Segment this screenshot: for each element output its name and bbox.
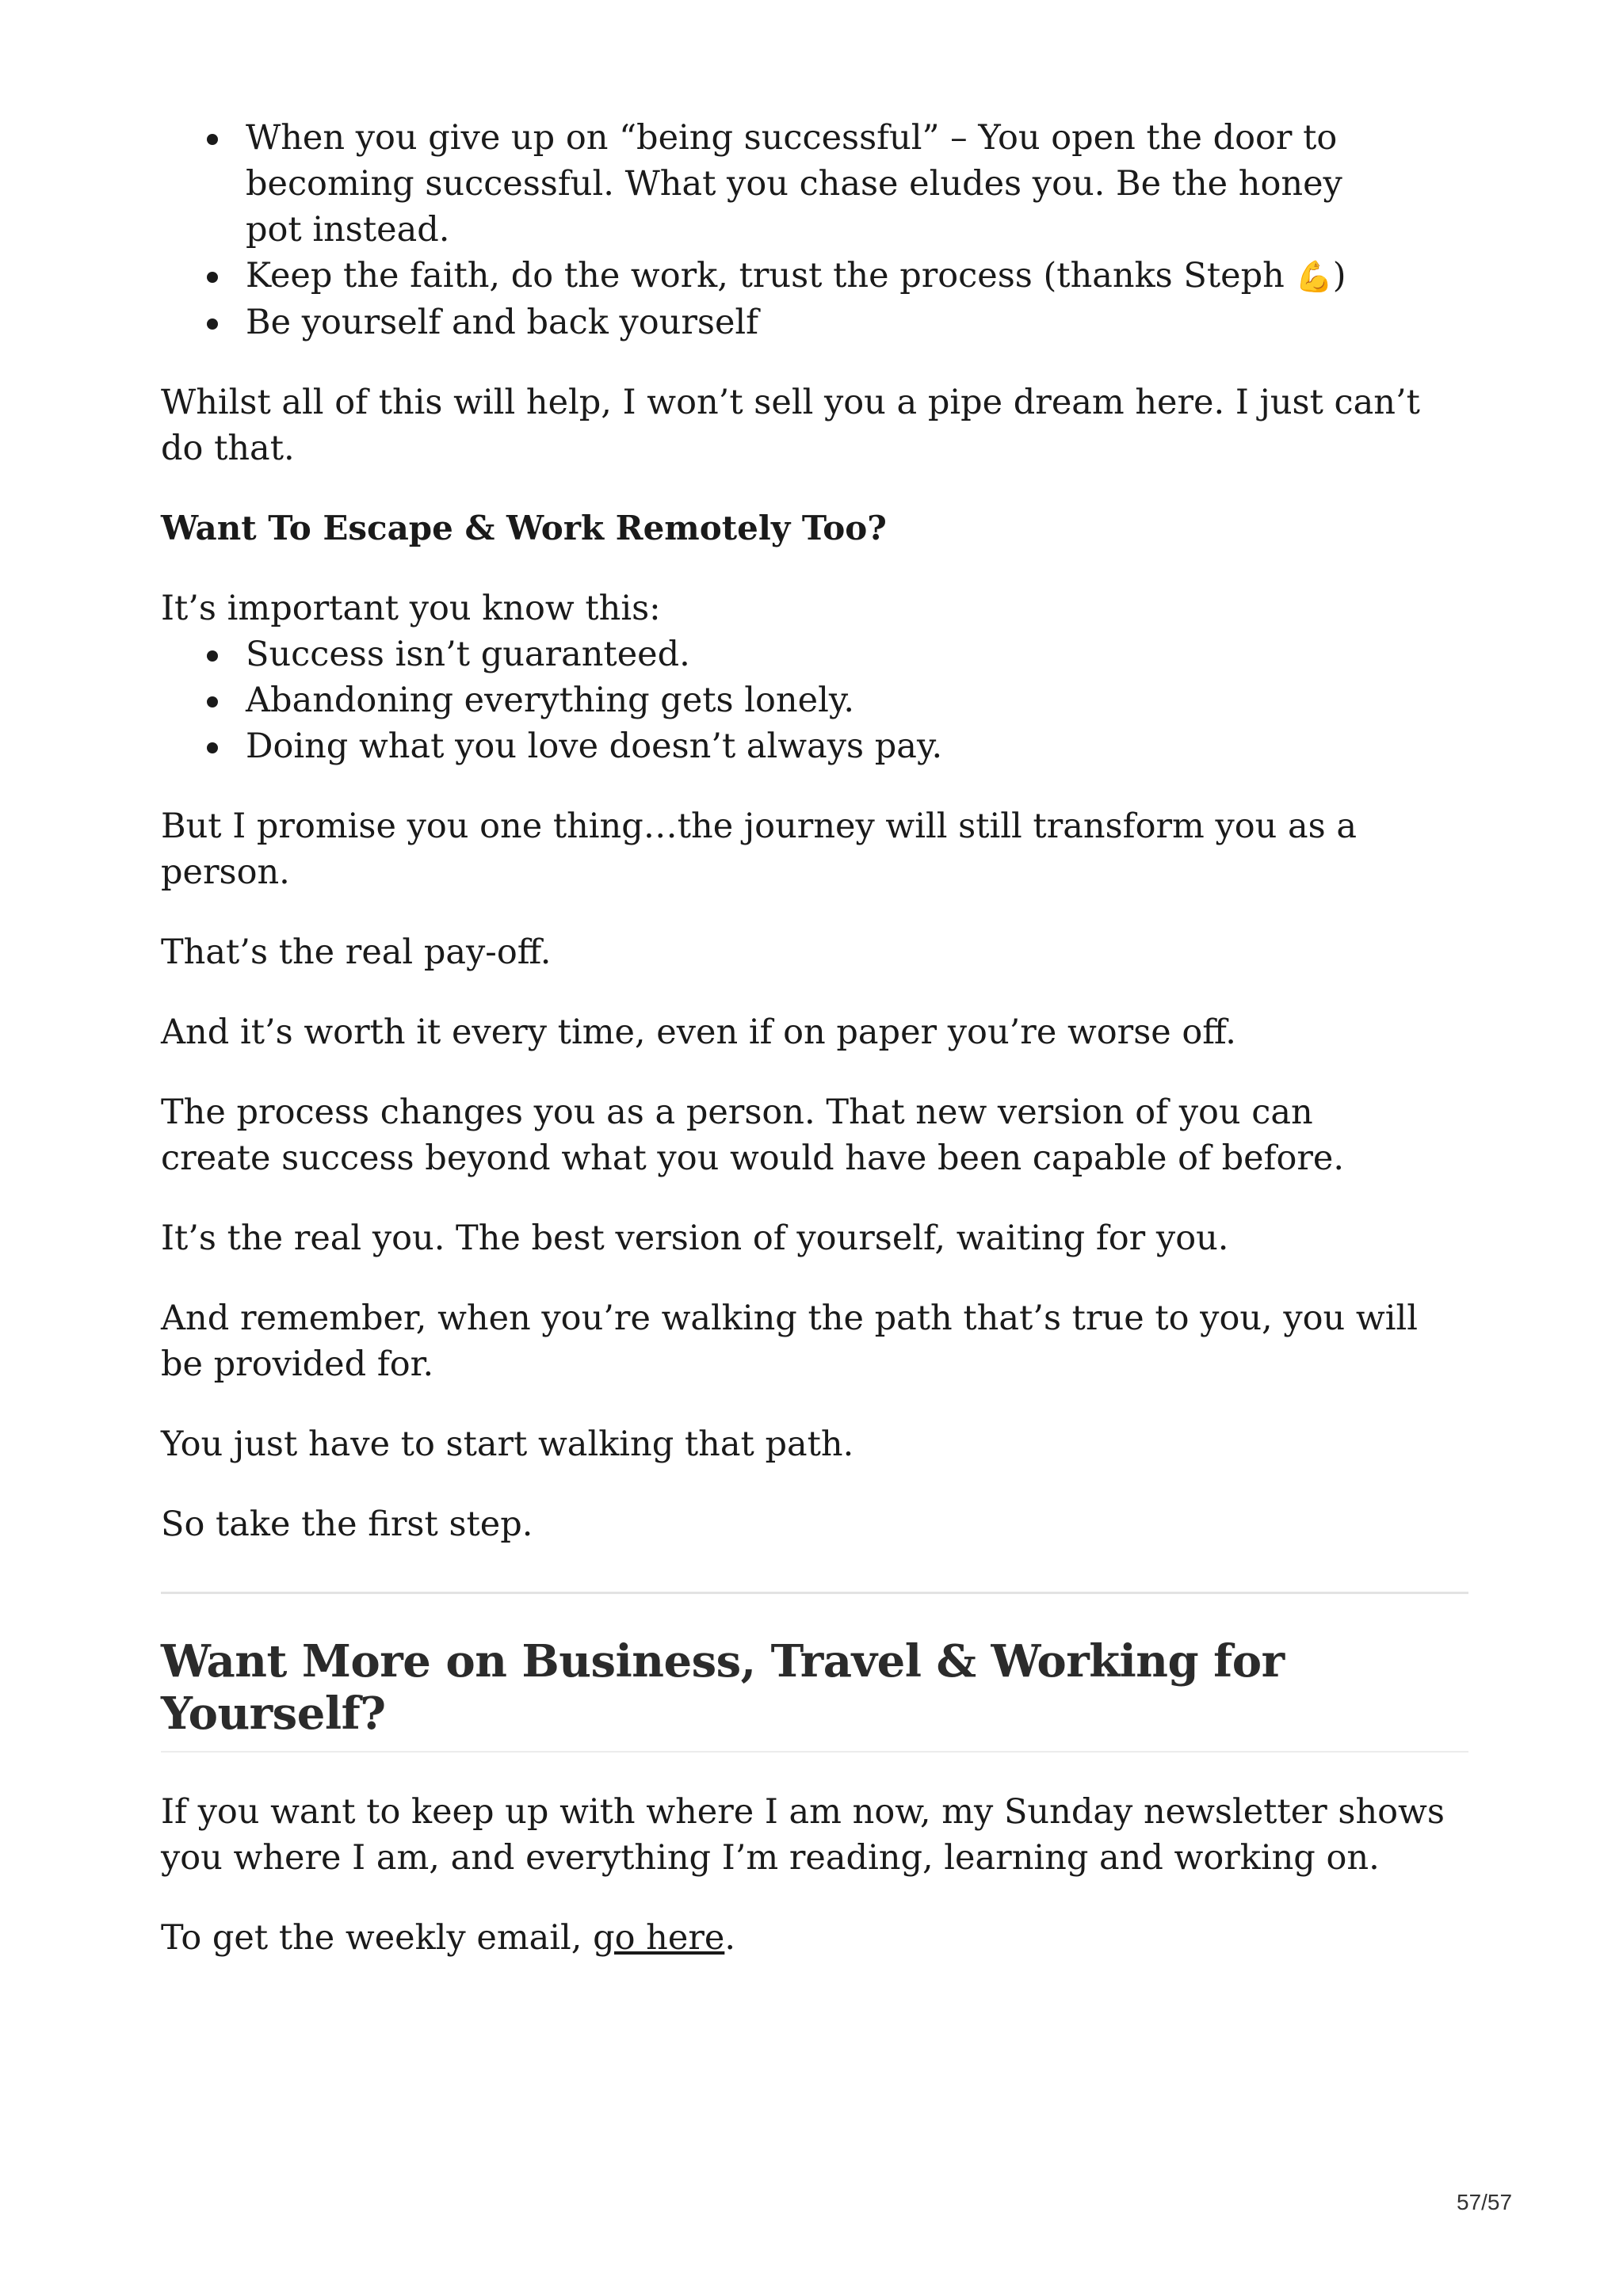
paragraph: So take the first step. [161, 1505, 533, 1544]
list-item-close-paren: ) [1332, 256, 1346, 296]
paragraph: And remember, when you’re walking the path that’s true to you, you will be provided for. [161, 1299, 1418, 1384]
list-item: Doing what you love doesn’t always pay. [246, 723, 1468, 769]
paragraph-important: It’s important you know this: [161, 589, 661, 628]
flexed-biceps-icon: 💪 [1295, 259, 1333, 294]
article-content [161, 115, 1468, 1961]
list-item-text: Keep the faith, do the work, trust the process (thanks Steph [246, 256, 1296, 296]
subheading: Want To Escape & Work Remotely Too? [161, 509, 887, 547]
newsletter-paragraph: If you want to keep up with where I am now, my Sunday newsletter shows you where I am, and everything I’m reading, learning and working on. [161, 1792, 1445, 1878]
page-number: 57/57 [1457, 2190, 1513, 2214]
list-item: Success isn’t guaranteed. [246, 631, 1468, 677]
paragraph-pipe-dream: Whilst all of this will help, I won’t sell you a pipe dream here. I just can’t do that. [161, 383, 1420, 468]
email-paragraph [161, 1915, 1468, 1961]
bullet-list-mid [161, 631, 1468, 769]
email-suffix: . [724, 1918, 735, 1958]
list-item [246, 253, 1468, 299]
bullet-list-top [161, 115, 1468, 345]
paragraph: You just have to start walking that path. [161, 1425, 854, 1464]
email-prefix: To get the weekly email, [161, 1918, 594, 1958]
paragraph: The process changes you as a person. That new version of you can create success beyond what you would have been capable of before. [161, 1093, 1345, 1178]
paragraph: It’s the real you. The best version of yourself, waiting for you. [161, 1219, 1229, 1258]
paragraph: But I promise you one thing…the journey will still transform you as a person. [161, 807, 1358, 892]
list-item [246, 115, 1355, 253]
section-divider [161, 1592, 1468, 1594]
list-item-text: Be yourself and back yourself [246, 303, 759, 342]
list-item [246, 299, 1468, 345]
paragraph: And it’s worth it every time, even if on paper you’re worse off. [161, 1013, 1236, 1052]
list-item: Abandoning everything gets lonely. [246, 677, 1468, 723]
go-here-link[interactable]: go here [593, 1918, 725, 1958]
section-title: Want More on Business, Travel & Working for Yourself? [161, 1635, 1468, 1753]
paragraph: That’s the real pay-off. [161, 933, 552, 972]
list-item-text: When you give up on “being successful” – You open the door to becoming successful. What you chase eludes you. Be the honey pot instead. [246, 118, 1342, 250]
